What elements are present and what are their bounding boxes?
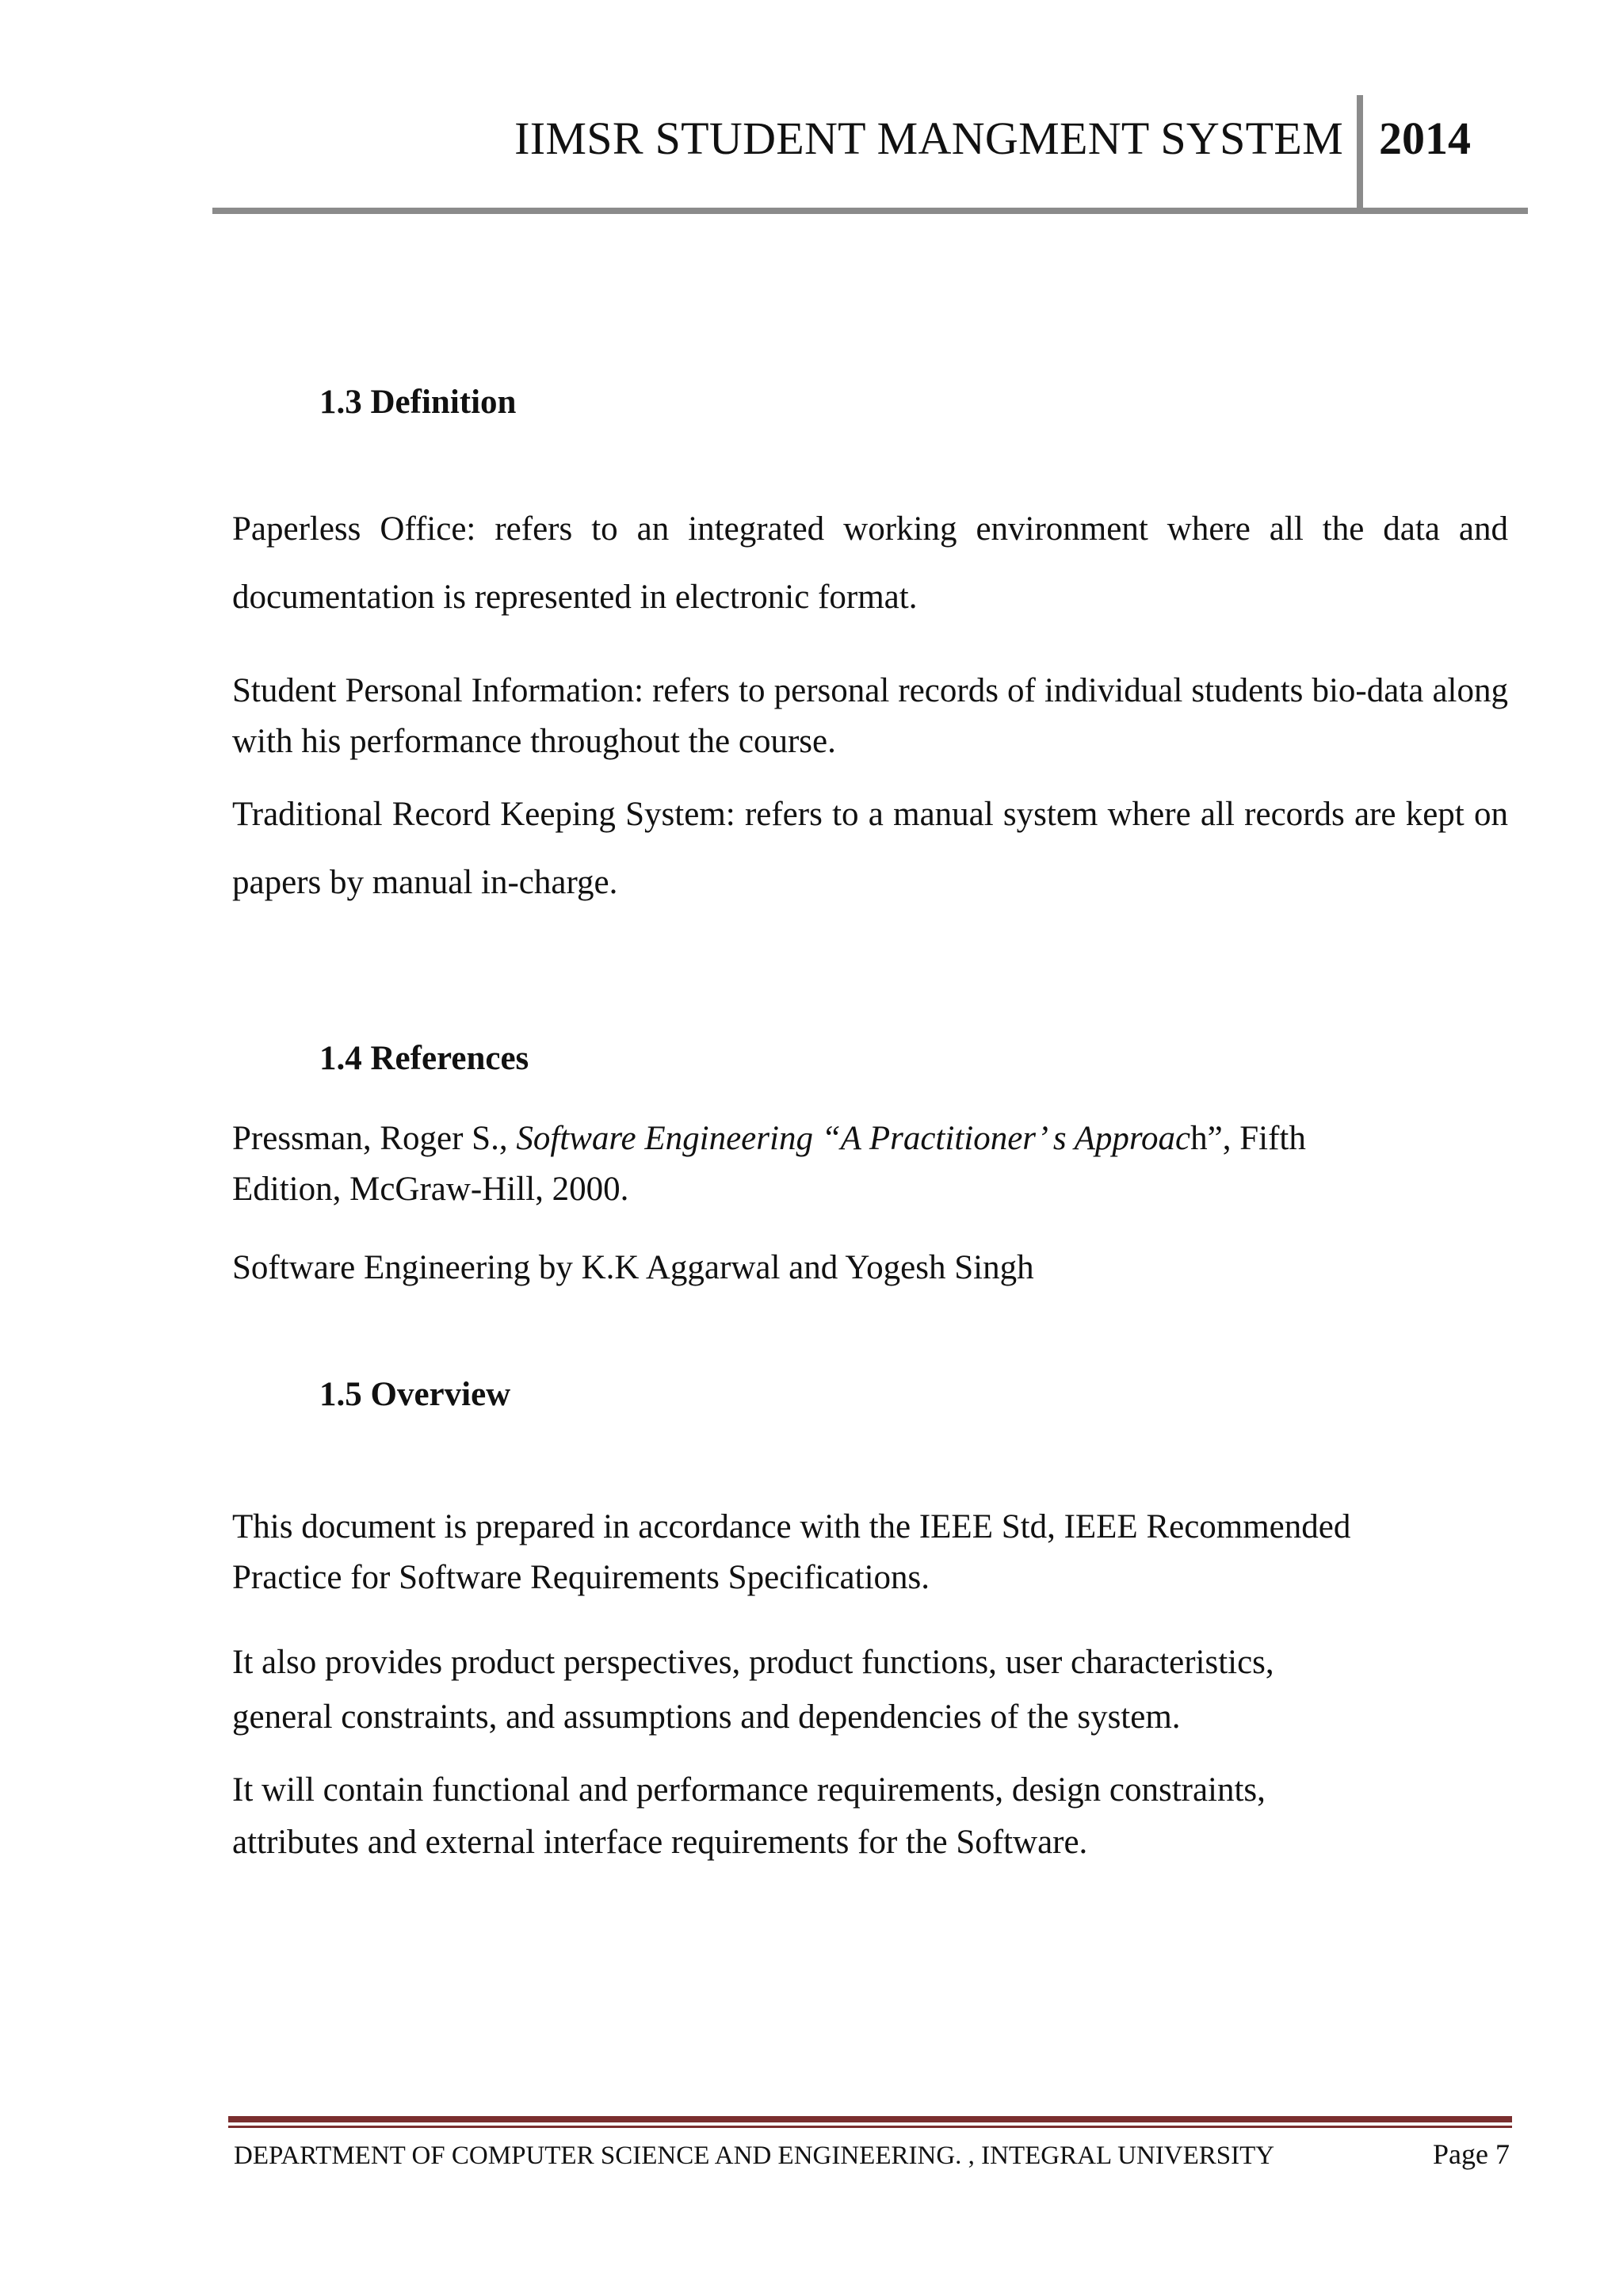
overview-p3-line1: It will contain functional and performance requirements, design constraints, xyxy=(232,1771,1266,1809)
footer-page-number: Page 7 xyxy=(1433,2138,1510,2170)
overview-p2-line1: It also provides product perspectives, product functions, user characteristics, xyxy=(232,1644,1274,1681)
overview-p3-line2: attributes and external interface requirements for the Software. xyxy=(232,1824,1088,1861)
footer-rule-thick xyxy=(228,2116,1512,2122)
overview-p1-line2: Practice for Software Requirements Specifications. xyxy=(232,1559,930,1596)
definition-traditional-record-keeping: Traditional Record Keeping System: refers to a manual system where all records are kept on papers by manual in-charge. xyxy=(232,796,1508,901)
header-year: 2014 xyxy=(1379,113,1471,164)
definition-student-personal-information: Student Personal Information: refers to personal records of individual students bio-data along with his performance throughout the course. xyxy=(232,672,1508,760)
overview-paragraph-3 xyxy=(232,1764,1508,1869)
reference-pressman-title-tail: h”, Fifth xyxy=(1190,1120,1306,1157)
reference-pressman-author: Pressman, Roger S., xyxy=(232,1120,517,1157)
header-title: IIMSR STUDENT MANGMENT SYSTEM xyxy=(514,113,1343,164)
footer-rule-thin xyxy=(228,2126,1512,2128)
definition-paperless-office: Paperless Office: refers to an integrated working environment where all the data and documentation is represented in electronic format. xyxy=(232,510,1508,616)
footer-department: DEPARTMENT OF COMPUTER SCIENCE AND ENGINEERING. , INTEGRAL UNIVERSITY xyxy=(234,2141,1275,2170)
references-heading: 1.4 References xyxy=(319,1040,529,1077)
overview-paragraph-2 xyxy=(232,1635,1508,1744)
header-divider xyxy=(1357,95,1363,211)
overview-heading: 1.5 Overview xyxy=(319,1376,511,1413)
reference-aggarwal-singh: Software Engineering by K.K Aggarwal and Yogesh Singh xyxy=(232,1249,1034,1286)
reference-pressman-title: Software Engineering “A Practitioner’ s Approac xyxy=(516,1120,1191,1157)
reference-pressman-edition: Edition, McGraw-Hill, 2000. xyxy=(232,1171,629,1208)
overview-paragraph-1 xyxy=(232,1502,1508,1603)
header-rule xyxy=(212,208,1528,214)
definition-heading: 1.3 Definition xyxy=(319,384,517,421)
overview-p1-line1: This document is prepared in accordance with the IEEE Std, IEEE Recommended xyxy=(232,1508,1351,1545)
overview-p2-line2: general constraints, and assumptions and dependencies of the system. xyxy=(232,1698,1181,1736)
reference-pressman xyxy=(232,1114,1508,1215)
